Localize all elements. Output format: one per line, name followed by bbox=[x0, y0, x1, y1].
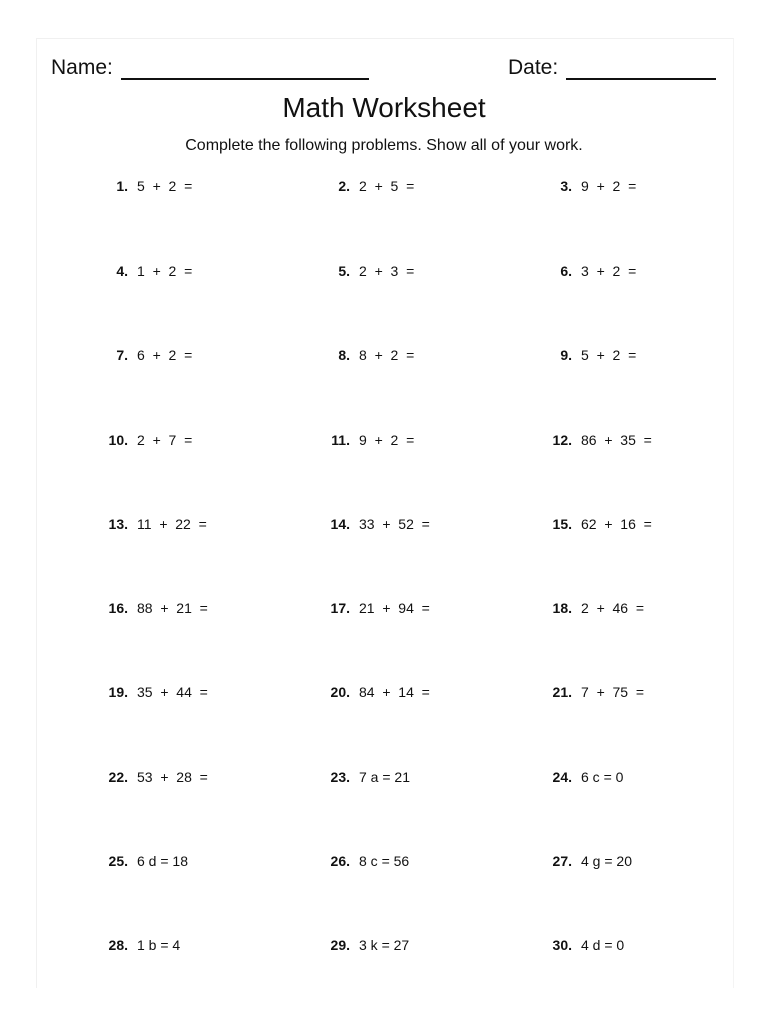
problem-expression: 9 + 2 = bbox=[359, 432, 415, 448]
problem-number: 16. bbox=[108, 600, 128, 616]
problem-expression: 6 c = 0 bbox=[581, 769, 624, 785]
problem-item bbox=[540, 600, 644, 616]
problem-expression: 62 + 16 = bbox=[581, 516, 652, 532]
problem-expression: 8 c = 56 bbox=[359, 853, 410, 869]
problem-number: 6. bbox=[560, 263, 572, 279]
problem-number: 13. bbox=[108, 516, 128, 532]
problem-expression: 4 d = 0 bbox=[581, 937, 625, 953]
problem-number: 5. bbox=[338, 263, 350, 279]
problem-item bbox=[318, 178, 414, 194]
problem-number: 21. bbox=[552, 684, 572, 700]
problem-number: 1. bbox=[116, 178, 128, 194]
problem-item bbox=[540, 347, 636, 363]
problem-item bbox=[96, 432, 192, 448]
problem-item bbox=[318, 853, 409, 869]
problem-item bbox=[318, 684, 430, 700]
problem-expression: 11 + 22 = bbox=[137, 516, 207, 532]
problem-expression: 5 + 2 = bbox=[137, 178, 193, 194]
problem-expression: 6 + 2 = bbox=[137, 347, 193, 363]
name-blank-line bbox=[121, 58, 369, 80]
problem-expression: 8 + 2 = bbox=[359, 347, 415, 363]
problem-expression: 2 + 3 = bbox=[359, 263, 415, 279]
problem-number: 20. bbox=[330, 684, 350, 700]
problem-item bbox=[318, 769, 410, 785]
problem-item bbox=[318, 432, 414, 448]
problem-expression: 3 k = 27 bbox=[359, 937, 410, 953]
problem-expression: 9 + 2 = bbox=[581, 178, 637, 194]
instructions: Complete the following problems. Show all of your work. bbox=[185, 137, 583, 154]
problem-expression: 35 + 44 = bbox=[137, 684, 208, 700]
problem-number: 11. bbox=[331, 432, 350, 448]
problem-item bbox=[96, 937, 180, 953]
date-blank-line bbox=[566, 58, 716, 80]
problem-item bbox=[540, 432, 652, 448]
problem-item bbox=[96, 853, 188, 869]
problem-number: 3. bbox=[560, 178, 572, 194]
problem-expression: 7 + 75 = bbox=[581, 684, 645, 700]
problem-number: 15. bbox=[552, 516, 572, 532]
problem-expression: 21 + 94 = bbox=[359, 600, 430, 616]
problem-item bbox=[540, 769, 623, 785]
problem-item bbox=[96, 769, 208, 785]
problem-expression: 88 + 21 = bbox=[137, 600, 208, 616]
problem-number: 23. bbox=[330, 769, 350, 785]
problem-number: 19. bbox=[108, 684, 128, 700]
problem-item bbox=[318, 516, 430, 532]
problem-number: 14. bbox=[330, 516, 350, 532]
problem-number: 28. bbox=[108, 937, 128, 953]
problem-expression: 2 + 46 = bbox=[581, 600, 645, 616]
problem-expression: 5 + 2 = bbox=[581, 347, 637, 363]
problem-number: 4. bbox=[116, 263, 128, 279]
problem-item bbox=[318, 600, 430, 616]
problem-expression: 33 + 52 = bbox=[359, 516, 430, 532]
problem-item bbox=[318, 347, 414, 363]
page-title: Math Worksheet bbox=[282, 92, 486, 123]
problem-number: 29. bbox=[330, 937, 350, 953]
problem-item bbox=[96, 684, 208, 700]
problem-expression: 2 + 7 = bbox=[137, 432, 193, 448]
problem-expression: 1 b = 4 bbox=[137, 937, 181, 953]
problem-number: 22. bbox=[108, 769, 128, 785]
problem-expression: 3 + 2 = bbox=[581, 263, 637, 279]
problem-expression: 1 + 2 = bbox=[137, 263, 193, 279]
problem-expression: 6 d = 18 bbox=[137, 853, 188, 869]
problem-expression: 53 + 28 = bbox=[137, 769, 208, 785]
problem-number: 2. bbox=[338, 178, 350, 194]
problem-item bbox=[96, 347, 192, 363]
problem-number: 26. bbox=[330, 853, 350, 869]
problem-number: 27. bbox=[552, 853, 572, 869]
problem-item bbox=[540, 263, 636, 279]
problem-item bbox=[540, 178, 636, 194]
problem-number: 12. bbox=[552, 432, 572, 448]
problem-number: 18. bbox=[552, 600, 572, 616]
problem-number: 17. bbox=[330, 600, 350, 616]
problem-item bbox=[96, 178, 192, 194]
problem-expression: 84 + 14 = bbox=[359, 684, 430, 700]
problem-number: 25. bbox=[108, 853, 128, 869]
name-label: Name: bbox=[51, 56, 113, 79]
problem-number: 9. bbox=[560, 347, 572, 363]
date-field bbox=[508, 56, 716, 80]
problem-expression: 2 + 5 = bbox=[359, 178, 415, 194]
problem-item bbox=[96, 600, 208, 616]
problem-number: 8. bbox=[338, 347, 350, 363]
problem-number: 24. bbox=[552, 769, 572, 785]
problem-item bbox=[540, 937, 624, 953]
problem-expression: 7 a = 21 bbox=[359, 769, 410, 785]
problem-item bbox=[540, 516, 652, 532]
date-label: Date: bbox=[508, 56, 559, 79]
problem-number: 10. bbox=[108, 432, 128, 448]
problem-item bbox=[318, 937, 409, 953]
name-field bbox=[51, 56, 369, 80]
problem-expression: 4 g = 20 bbox=[581, 853, 632, 869]
problem-item bbox=[96, 263, 192, 279]
problem-item bbox=[318, 263, 414, 279]
problem-number: 30. bbox=[552, 937, 572, 953]
problem-item bbox=[540, 853, 632, 869]
problem-item bbox=[96, 516, 207, 532]
problem-number: 7. bbox=[116, 347, 128, 363]
problem-item bbox=[540, 684, 644, 700]
problem-expression: 86 + 35 = bbox=[581, 432, 652, 448]
